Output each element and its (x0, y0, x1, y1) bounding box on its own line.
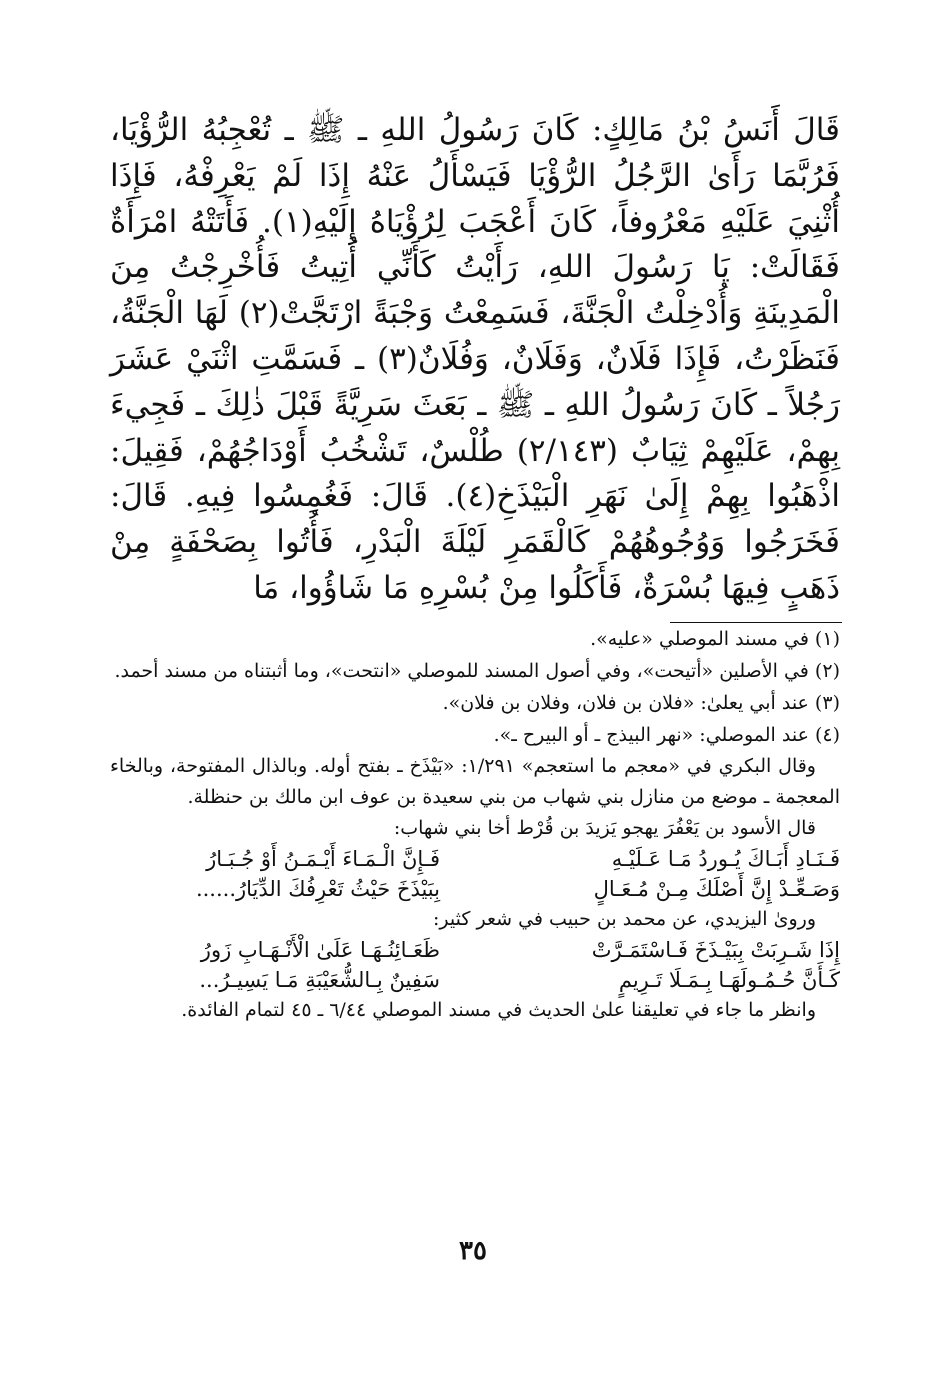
footnote-3: (٣) عند أبي يعلىٰ: «فلان بن فلان، وفلان بن فلان». (442, 692, 840, 714)
poem-kuthayyir (110, 935, 840, 995)
poem-verse (110, 874, 840, 904)
verse-second-hemistich: فَـإِنَّ الْـمَـاءَ أَيْـمَـنُ أَوْ جُـبَـارُ (206, 847, 440, 871)
verse-first-hemistich: فَـنَـادِ أَبَـاكَ يُـوردُ مَـا عَـلَيْـهِ (611, 847, 840, 871)
footnote-4-aswad-intro: قال الأسود بن يَعْفُرَ يهجو يَزيدَ بن قُرْط أخا بني شهاب: (393, 817, 816, 839)
poem-verse (110, 965, 840, 995)
footnote-1: (١) في مسند الموصلي «عليه». (590, 628, 840, 650)
hadith-main-text: قَالَ أَنَسُ بْنُ مَالِكٍ: كَانَ رَسُولُ اللهِ ـ ﷺ ـ تُعْجِبُهُ الرُّؤْيَا، فَرُبَّمَا رَأَىٰ الرَّجُلُ الرُّؤْيَا فَيَسْأَلُ عَنْهُ إِذَا لَمْ يَعْرِفْهُ، فَإِذَا أُثْنِيَ عَلَيْهِ مَعْرُوفاً، كَانَ أَعْجَبَ لِرُؤْيَاهُ إِلَيْهِ(١). فَأَتَتْهُ امْرَأَةٌ فَقَالَتْ: يَا رَسُولَ اللهِ، رَأَيْتُ كَأَنِّي أُتِيتُ فَأُخْرِجْتُ مِنَ الْمَدِينَةِ وَأُدْخِلْتُ الْجَنَّةَ، فَسَمِعْتُ وَجْبَةً ارْتَجَّتْ(٢) لَهَا الْجَنَّةُ، فَنَظَرْتُ، فَإِذَا فَلَانٌ، وَفَلَانٌ، وَفُلَانٌ(٣) ـ فَسَمَّتِ اثْنَيْ عَشَرَ رَجُلاً ـ كَانَ رَسُولُ اللهِ ـ ﷺ ـ بَعَثَ سَرِيَّةً قَبْلَ ذٰلِكَ ـ فَجِيءَ بِهِمْ، عَلَيْهِمْ ثِيَابٌ (٢/١٤٣) طُلْسٌ، تَشْخُبُ أَوْدَاجُهُمْ، فَقِيلَ: اذْهَبُوا بِهِمْ إِلَىٰ نَهَرِ الْبَيْذَخِ(٤). قَالَ: فَغُمِسُوا فِيهِ. قَالَ: فَخَرَجُوا وَوُجُوهُهُمْ كَالْقَمَرِ لَيْلَةَ الْبَدْرِ، فَأُتُوا بِصَحْفَةٍ مِنْ ذَهَبٍ فِيهَا بُسْرَةٌ، فَأَكَلُوا مِنْ بُسْرِهِ مَا شَاؤُوا، مَا (110, 112, 840, 606)
verse-second-hemistich: سَفِينٌ بِـالشُّعَيْبَةِ مَـا يَسِيـرُ... (199, 968, 440, 992)
footnotes-section (110, 623, 840, 1026)
verse-second-hemistich: بِبَيْذَخَ حَيْثُ تَعْرِفُكَ الدِّيَارُ...... (195, 877, 440, 901)
footnote-4: (٤) عند الموصلي: «نهر البيذج ـ أو البيرح ـ». (493, 724, 840, 746)
footnote-4-yazidi-intro: وروىٰ اليزيدي، عن محمد بن حبيب في شعر كثير: (433, 908, 816, 930)
poem-verse (110, 935, 840, 965)
verse-second-hemistich: ظَعَـائِنُـهَـا عَلَىٰ الْأَنْـهَـابِ زَورُ (200, 938, 440, 962)
verse-first-hemistich: وَصَـعِّـدْ إِنَّ أَصْلَكَ مِـنْ مُـعَـالٍ (593, 877, 840, 901)
page-number: ٣٥ (459, 1236, 487, 1266)
footnote-4-bakri-quote: وقال البكري في «معجم ما استعجم» ١/٢٩١: «بَيْذَخ ـ بفتح أوله. وبالذال المفتوحة، وبالخاء المعجمة ـ موضع من منازل بني شهاب من بني سعيدة بن عوف ابن مالك بن حنظلة. (110, 755, 840, 808)
verse-first-hemistich: إِذَا شَـرِبَتْ بِبَيْـذَخَ فَـاسْتَمَـرَّتْ (591, 938, 840, 962)
poem-verse (110, 844, 840, 874)
verse-first-hemistich: كَـأَنَّ حُـمُـولَهَـا بِـمَـلَا تَـرِيمٍ (618, 968, 840, 992)
poem-aswad (110, 844, 840, 904)
footnote-2: (٢) في الأصلين «أتيحت»، وفي أصول المسند للموصلي «انتحت»، وما أثبتناه من مسند أحمد. (114, 660, 840, 682)
footnote-4-conclusion: وانظر ما جاء في تعليقنا علىٰ الحديث في مسند الموصلي ٦/٤٤ ـ ٤٥ لتمام الفائدة. (181, 999, 816, 1021)
